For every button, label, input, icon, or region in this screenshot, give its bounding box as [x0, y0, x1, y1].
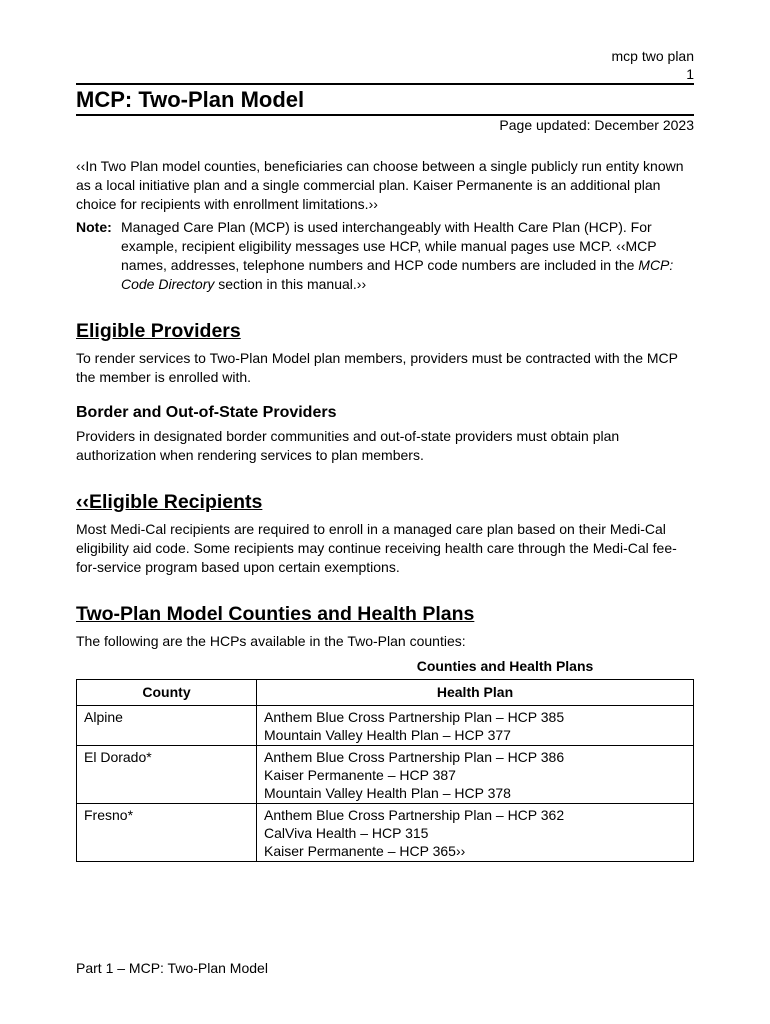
note-block [76, 218, 694, 294]
intro-paragraph: ‹‹In Two Plan model counties, beneficiaries can choose between a single publicly run entity known as a local initiative plan and a single commercial plan. Kaiser Permanente is an additional plan choice for recipients with enrollment limitations.›› [76, 158, 684, 212]
eligible-providers-heading: Eligible Providers [76, 320, 241, 342]
column-header-plan: Health Plan [257, 680, 694, 706]
table-row [77, 706, 694, 746]
county-cell: Alpine [77, 706, 257, 746]
counties-text: The following are the HCPs available in the Two-Plan counties: [76, 633, 466, 649]
plan-item: CalViva Health – HCP 315 [264, 825, 429, 841]
plans-cell [257, 804, 694, 862]
page-title: MCP: Two-Plan Model [76, 87, 305, 112]
plan-item: Kaiser Permanente – HCP 365›› [264, 843, 466, 859]
column-header-county: County [77, 680, 257, 706]
plan-item: Mountain Valley Health Plan – HCP 378 [264, 785, 511, 801]
eligible-recipients-heading: ‹‹Eligible Recipients [76, 491, 263, 513]
plan-item: Anthem Blue Cross Partnership Plan – HCP 385 [264, 709, 565, 725]
note-text-part-2: section in this manual.›› [214, 276, 367, 292]
eligible-providers-text: To render services to Two-Plan Model plan members, providers must be contracted with the MCP the member is enrolled with. [76, 350, 678, 385]
plan-item: Anthem Blue Cross Partnership Plan – HCP 362 [264, 807, 565, 823]
plan-item: Kaiser Permanente – HCP 387 [264, 767, 456, 783]
table-row [77, 746, 694, 804]
code-directory-reference: MCP: Code Directory [121, 257, 674, 292]
top-rule [76, 83, 694, 85]
plan-item: Anthem Blue Cross Partnership Plan – HCP 386 [264, 749, 565, 765]
table-row [77, 804, 694, 862]
page-footer: Part 1 – MCP: Two-Plan Model [76, 960, 268, 976]
title-rule [76, 114, 694, 116]
border-providers-heading: Border and Out-of-State Providers [76, 404, 337, 421]
note-label: Note: [76, 219, 112, 235]
page-updated: Page updated: December 2023 [499, 117, 694, 133]
table-caption [76, 657, 694, 676]
plans-cell [257, 746, 694, 804]
note-text [121, 218, 694, 294]
running-title: mcp two plan [611, 48, 694, 64]
note-text-part-1: Managed Care Plan (MCP) is used interchangeably with Health Care Plan (HCP). For example, recipient eligibility messages use HCP, while manual pages use MCP. ‹‹MCP names, addresses, telephone numbers and HCP code numbers are included in the [121, 219, 657, 273]
counties-plans-table [76, 679, 694, 862]
county-cell: Fresno* [77, 804, 257, 862]
plan-item: Mountain Valley Health Plan – HCP 377 [264, 727, 511, 743]
document-body [76, 157, 694, 862]
table-caption-text: Counties and Health Plans [416, 658, 594, 674]
counties-heading: Two-Plan Model Counties and Health Plans [76, 603, 475, 625]
page-number: 1 [686, 66, 694, 82]
table-header-row [77, 680, 694, 706]
plans-cell [257, 706, 694, 746]
running-header [612, 47, 694, 83]
eligible-recipients-text: Most Medi-Cal recipients are required to enroll in a managed care plan based on their Medi-Cal eligibility aid code. Some recipients may continue receiving health care through the Medi-Cal fee-for-service program based upon certain exemptions. [76, 521, 677, 575]
border-providers-text: Providers in designated border communities and out-of-state providers must obtain plan authorization when rendering services to plan members. [76, 428, 620, 463]
county-cell: El Dorado* [77, 746, 257, 804]
